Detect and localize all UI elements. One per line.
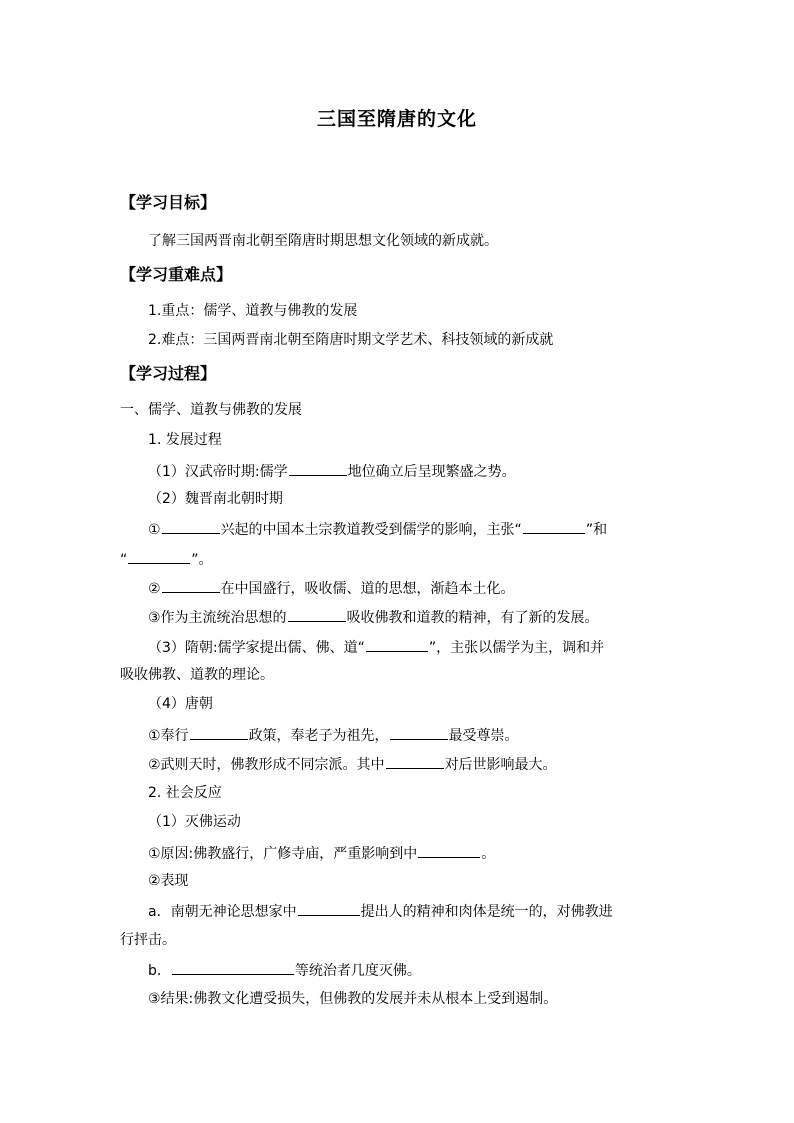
item-text: 在中国盛行，吸收儒、道的思想，渐趋本土化。 — [220, 581, 515, 597]
item-anti-buddhism: （1）灭佛运动 — [148, 814, 241, 830]
fill-blank — [190, 724, 248, 740]
item-text: ”和 — [585, 522, 608, 538]
item-sui — [148, 636, 604, 658]
item-result: ③结果:佛教文化遭受损失，但佛教的发展并未从根本上受到遏制。 — [148, 991, 558, 1007]
key-point-2: 2.难点：三国两晋南北朝至隋唐时期文学艺术、科技领域的新成就 — [148, 332, 554, 348]
item-text: ②武则天时，佛教形成不同宗派。其中 — [148, 757, 385, 773]
item-a-cont: 行抨击。 — [120, 932, 176, 948]
item-reason — [148, 842, 495, 864]
item-text: 地位确立后呈现繁盛之势。 — [347, 464, 516, 480]
fill-blank — [386, 753, 444, 769]
item-text: ① — [148, 522, 161, 538]
fill-blank — [172, 959, 294, 975]
item-text: ② — [148, 581, 161, 597]
item-text: a．南朝无神论思想家中 — [148, 904, 297, 920]
item-text: 提出人的精神和肉体是统一的，对佛教进 — [360, 904, 613, 920]
fill-blank — [162, 577, 220, 593]
item-text: 兴起的中国本土宗教道教受到儒学的影响，主张“ — [220, 522, 522, 538]
key-heading: 【学习重难点】 — [120, 265, 233, 284]
subsection-development: 1. 发展过程 — [148, 432, 222, 448]
fill-blank — [390, 724, 448, 740]
item-text: 等统治者几度灭佛。 — [294, 963, 421, 979]
part-1-heading: 一、儒学、道教与佛教的发展 — [120, 402, 302, 418]
subsection-social-response: 2. 社会反应 — [148, 785, 222, 801]
fill-blank — [298, 900, 360, 916]
item-daoism-cont — [120, 548, 213, 570]
item-buddhism — [148, 577, 515, 599]
goal-heading: 【学习目标】 — [120, 193, 217, 212]
item-text: ①奉行 — [148, 728, 189, 744]
item-a — [148, 900, 613, 922]
item-text: ①原因:佛教盛行，广修寺庙，严重影响到中 — [148, 846, 418, 862]
item-sui-cont: 吸收佛教、道教的理论。 — [120, 667, 274, 683]
key-point-1: 1.重点：儒学、道教与佛教的发展 — [148, 303, 358, 319]
fill-blank — [418, 842, 480, 858]
item-text: （1）汉武帝时期:儒学 — [148, 464, 288, 480]
item-text: ③作为主流统治思想的 — [148, 610, 287, 626]
fill-blank — [288, 606, 346, 622]
fill-blank — [128, 548, 190, 564]
fill-blank — [162, 518, 220, 534]
fill-blank — [523, 518, 585, 534]
item-text: ”。 — [191, 552, 213, 568]
item-text: 吸收佛教和道教的精神，有了新的发展。 — [346, 610, 599, 626]
item-text: 。 — [481, 846, 496, 862]
fill-blank — [366, 636, 428, 652]
item-b — [148, 959, 421, 981]
item-text: “ — [120, 552, 128, 568]
item-han-wudi — [148, 460, 516, 482]
item-text: 最受尊崇。 — [448, 728, 519, 744]
item-text: 政策，奉老子为祖先， — [248, 728, 389, 744]
page-title: 三国至隋唐的文化 — [316, 108, 477, 130]
item-text: ”，主张以儒学为主，调和并 — [428, 640, 605, 656]
fill-blank — [289, 460, 347, 476]
process-heading: 【学习过程】 — [120, 364, 217, 383]
item-confucianism — [148, 606, 599, 628]
item-daoism — [148, 518, 607, 540]
item-tang-2 — [148, 753, 557, 775]
item-tang-1 — [148, 724, 519, 746]
goal-text: 了解三国两晋南北朝至隋唐时期思想文化领域的新成就。 — [148, 233, 498, 249]
item-text: 对后世影响最大。 — [444, 757, 557, 773]
item-tang: （4）唐朝 — [148, 696, 213, 712]
item-manifestation: ②表现 — [148, 873, 189, 889]
item-text: （3）隋朝:儒学家提出儒、佛、道“ — [148, 640, 365, 656]
item-wei-jin: （2）魏晋南北朝时期 — [148, 491, 283, 507]
item-text: b． — [148, 963, 171, 979]
